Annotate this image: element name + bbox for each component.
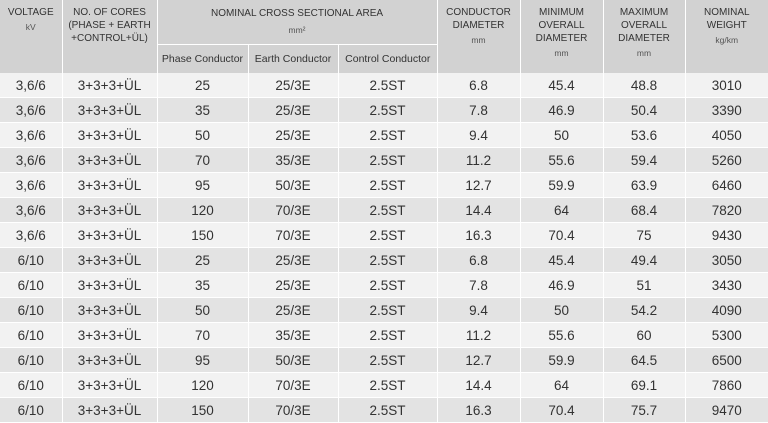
conductor-diameter-cell: 7.8 [437, 273, 520, 298]
cores-header-line3: +CONTROL+ÜL) [71, 33, 148, 44]
table-row [0, 73, 768, 98]
earth-cell: 25/3E [248, 248, 338, 273]
phase-cell: 50 [157, 298, 248, 323]
control-cell: 2.5ST [338, 323, 437, 348]
conductor-diameter-unit: mm [471, 35, 486, 45]
min-diameter-cell: 64 [520, 198, 603, 223]
phase-cell: 120 [157, 198, 248, 223]
earth-cell: 70/3E [248, 398, 338, 423]
weight-cell: 3430 [685, 273, 768, 298]
min-diameter-cell: 46.9 [520, 273, 603, 298]
control-cell: 2.5ST [338, 373, 437, 398]
cores-cell: 3+3+3+ÜL [62, 323, 157, 348]
min-overall-unit: mm [554, 48, 569, 58]
weight-unit: kg/km [715, 35, 739, 45]
voltage-header-label: VOLTAGE [7, 7, 54, 18]
weight-header [685, 0, 768, 73]
voltage-cell: 3,6/6 [0, 223, 62, 248]
table-row [0, 98, 768, 123]
cores-cell: 3+3+3+ÜL [62, 373, 157, 398]
cores-cell: 3+3+3+ÜL [62, 148, 157, 173]
max-diameter-cell: 75 [603, 223, 685, 248]
weight-cell: 3390 [685, 98, 768, 123]
table-row [0, 373, 768, 398]
phase-cell: 150 [157, 398, 248, 423]
table-row [0, 248, 768, 273]
min-diameter-cell: 50 [520, 298, 603, 323]
cores-cell: 3+3+3+ÜL [62, 198, 157, 223]
min-diameter-cell: 50 [520, 123, 603, 148]
phase-cell: 150 [157, 223, 248, 248]
cores-cell: 3+3+3+ÜL [62, 298, 157, 323]
voltage-cell: 3,6/6 [0, 73, 62, 98]
conductor-diameter-cell: 14.4 [437, 373, 520, 398]
cores-header [62, 0, 157, 73]
earth-cell: 70/3E [248, 373, 338, 398]
min-diameter-cell: 59.9 [520, 173, 603, 198]
nominal-area-header [157, 0, 437, 45]
cores-cell: 3+3+3+ÜL [62, 173, 157, 198]
min-diameter-cell: 46.9 [520, 98, 603, 123]
nominal-area-label: NOMINAL CROSS SECTIONAL AREA [210, 8, 384, 19]
max-overall-unit: mm [636, 48, 652, 58]
max-overall-line3: DIAMETER [618, 33, 670, 44]
weight-cell: 4090 [685, 298, 768, 323]
min-diameter-cell: 70.4 [520, 398, 603, 423]
table-row [0, 323, 768, 348]
weight-cell: 5260 [685, 148, 768, 173]
control-cell: 2.5ST [338, 98, 437, 123]
table-row [0, 198, 768, 223]
cores-cell: 3+3+3+ÜL [62, 98, 157, 123]
weight-cell: 9470 [685, 398, 768, 423]
weight-cell: 5300 [685, 323, 768, 348]
cores-cell: 3+3+3+ÜL [62, 348, 157, 373]
earth-cell: 50/3E [248, 173, 338, 198]
conductor-diameter-cell: 9.4 [437, 123, 520, 148]
conductor-diameter-cell: 16.3 [437, 223, 520, 248]
max-diameter-cell: 49.4 [603, 248, 685, 273]
phase-cell: 35 [157, 98, 248, 123]
control-cell: 2.5ST [338, 248, 437, 273]
control-cell: 2.5ST [338, 73, 437, 98]
weight-cell: 3010 [685, 73, 768, 98]
max-diameter-cell: 64.5 [603, 348, 685, 373]
conductor-diameter-cell: 14.4 [437, 198, 520, 223]
min-diameter-cell: 55.6 [520, 148, 603, 173]
table-body [0, 73, 768, 423]
phase-conductor-header: Phase Conductor [157, 45, 248, 74]
phase-cell: 35 [157, 273, 248, 298]
min-diameter-cell: 64 [520, 373, 603, 398]
conductor-diameter-header [437, 0, 520, 73]
cores-header-line2: (PHASE + EARTH [68, 20, 151, 31]
voltage-cell: 3,6/6 [0, 198, 62, 223]
min-diameter-cell: 59.9 [520, 348, 603, 373]
voltage-cell: 6/10 [0, 348, 62, 373]
voltage-cell: 3,6/6 [0, 123, 62, 148]
control-cell: 2.5ST [338, 348, 437, 373]
conductor-diameter-cell: 7.8 [437, 98, 520, 123]
control-cell: 2.5ST [338, 398, 437, 423]
earth-cell: 35/3E [248, 148, 338, 173]
weight-cell: 6460 [685, 173, 768, 198]
earth-conductor-header: Earth Conductor [248, 45, 338, 74]
earth-cell: 50/3E [248, 348, 338, 373]
earth-cell: 25/3E [248, 73, 338, 98]
min-diameter-cell: 70.4 [520, 223, 603, 248]
max-diameter-cell: 69.1 [603, 373, 685, 398]
max-diameter-cell: 54.2 [603, 298, 685, 323]
conductor-diameter-cell: 6.8 [437, 73, 520, 98]
max-diameter-cell: 60 [603, 323, 685, 348]
min-diameter-cell: 45.4 [520, 73, 603, 98]
table-row [0, 148, 768, 173]
weight-cell: 3050 [685, 248, 768, 273]
max-diameter-cell: 51 [603, 273, 685, 298]
table-row [0, 123, 768, 148]
control-cell: 2.5ST [338, 173, 437, 198]
weight-cell: 9430 [685, 223, 768, 248]
table-row [0, 173, 768, 198]
voltage-header [0, 0, 62, 73]
control-cell: 2.5ST [338, 298, 437, 323]
earth-cell: 25/3E [248, 298, 338, 323]
max-diameter-cell: 53.6 [603, 123, 685, 148]
earth-cell: 70/3E [248, 223, 338, 248]
min-overall-line2: OVERALL [538, 20, 585, 31]
phase-cell: 50 [157, 123, 248, 148]
max-overall-header [603, 0, 685, 73]
phase-cell: 70 [157, 323, 248, 348]
control-cell: 2.5ST [338, 273, 437, 298]
weight-label: NOMINAL [703, 7, 750, 18]
earth-cell: 35/3E [248, 323, 338, 348]
voltage-cell: 6/10 [0, 298, 62, 323]
max-overall-line2: OVERALL [620, 20, 668, 31]
conductor-diameter-cell: 11.2 [437, 323, 520, 348]
weight-line2: WEIGHT [706, 20, 747, 31]
table-row [0, 298, 768, 323]
control-conductor-header: Control Conductor [338, 45, 437, 74]
min-overall-line3: DIAMETER [535, 33, 588, 44]
earth-cell: 25/3E [248, 123, 338, 148]
phase-cell: 70 [157, 148, 248, 173]
voltage-cell: 6/10 [0, 248, 62, 273]
min-overall-label: MINIMUM [539, 7, 585, 18]
max-overall-label: MAXIMUM [619, 7, 669, 18]
phase-cell: 120 [157, 373, 248, 398]
table-row [0, 348, 768, 373]
conductor-diameter-label: CONDUCTOR [446, 7, 511, 18]
max-diameter-cell: 48.8 [603, 73, 685, 98]
voltage-cell: 3,6/6 [0, 148, 62, 173]
earth-cell: 70/3E [248, 198, 338, 223]
cores-cell: 3+3+3+ÜL [62, 248, 157, 273]
voltage-cell: 6/10 [0, 398, 62, 423]
table-header [0, 0, 768, 73]
conductor-diameter-cell: 11.2 [437, 148, 520, 173]
weight-cell: 4050 [685, 123, 768, 148]
phase-cell: 95 [157, 348, 248, 373]
conductor-diameter-cell: 12.7 [437, 348, 520, 373]
earth-cell: 25/3E [248, 98, 338, 123]
min-diameter-cell: 55.6 [520, 323, 603, 348]
phase-cell: 95 [157, 173, 248, 198]
weight-cell: 7820 [685, 198, 768, 223]
cores-cell: 3+3+3+ÜL [62, 73, 157, 98]
cores-cell: 3+3+3+ÜL [62, 123, 157, 148]
nominal-area-unit: mm² [288, 25, 306, 35]
earth-cell: 25/3E [248, 273, 338, 298]
table-row [0, 223, 768, 248]
voltage-cell: 6/10 [0, 323, 62, 348]
min-overall-header [520, 0, 603, 73]
voltage-cell: 3,6/6 [0, 98, 62, 123]
weight-cell: 7860 [685, 373, 768, 398]
table-row [0, 273, 768, 298]
conductor-diameter-cell: 16.3 [437, 398, 520, 423]
min-diameter-cell: 45.4 [520, 248, 603, 273]
phase-cell: 25 [157, 73, 248, 98]
control-cell: 2.5ST [338, 198, 437, 223]
control-cell: 2.5ST [338, 148, 437, 173]
voltage-unit: kV [25, 22, 36, 32]
conductor-diameter-cell: 6.8 [437, 248, 520, 273]
voltage-cell: 3,6/6 [0, 173, 62, 198]
conductor-diameter-line2: DIAMETER [452, 20, 505, 31]
phase-cell: 25 [157, 248, 248, 273]
conductor-diameter-cell: 9.4 [437, 298, 520, 323]
control-cell: 2.5ST [338, 223, 437, 248]
max-diameter-cell: 63.9 [603, 173, 685, 198]
cores-cell: 3+3+3+ÜL [62, 398, 157, 423]
cores-cell: 3+3+3+ÜL [62, 273, 157, 298]
cores-cell: 3+3+3+ÜL [62, 223, 157, 248]
max-diameter-cell: 75.7 [603, 398, 685, 423]
weight-cell: 6500 [685, 348, 768, 373]
cores-header-label: NO. OF CORES [73, 7, 146, 18]
conductor-diameter-cell: 12.7 [437, 173, 520, 198]
voltage-cell: 6/10 [0, 273, 62, 298]
control-cell: 2.5ST [338, 123, 437, 148]
max-diameter-cell: 50.4 [603, 98, 685, 123]
voltage-cell: 6/10 [0, 373, 62, 398]
max-diameter-cell: 59.4 [603, 148, 685, 173]
table-row [0, 398, 768, 423]
max-diameter-cell: 68.4 [603, 198, 685, 223]
